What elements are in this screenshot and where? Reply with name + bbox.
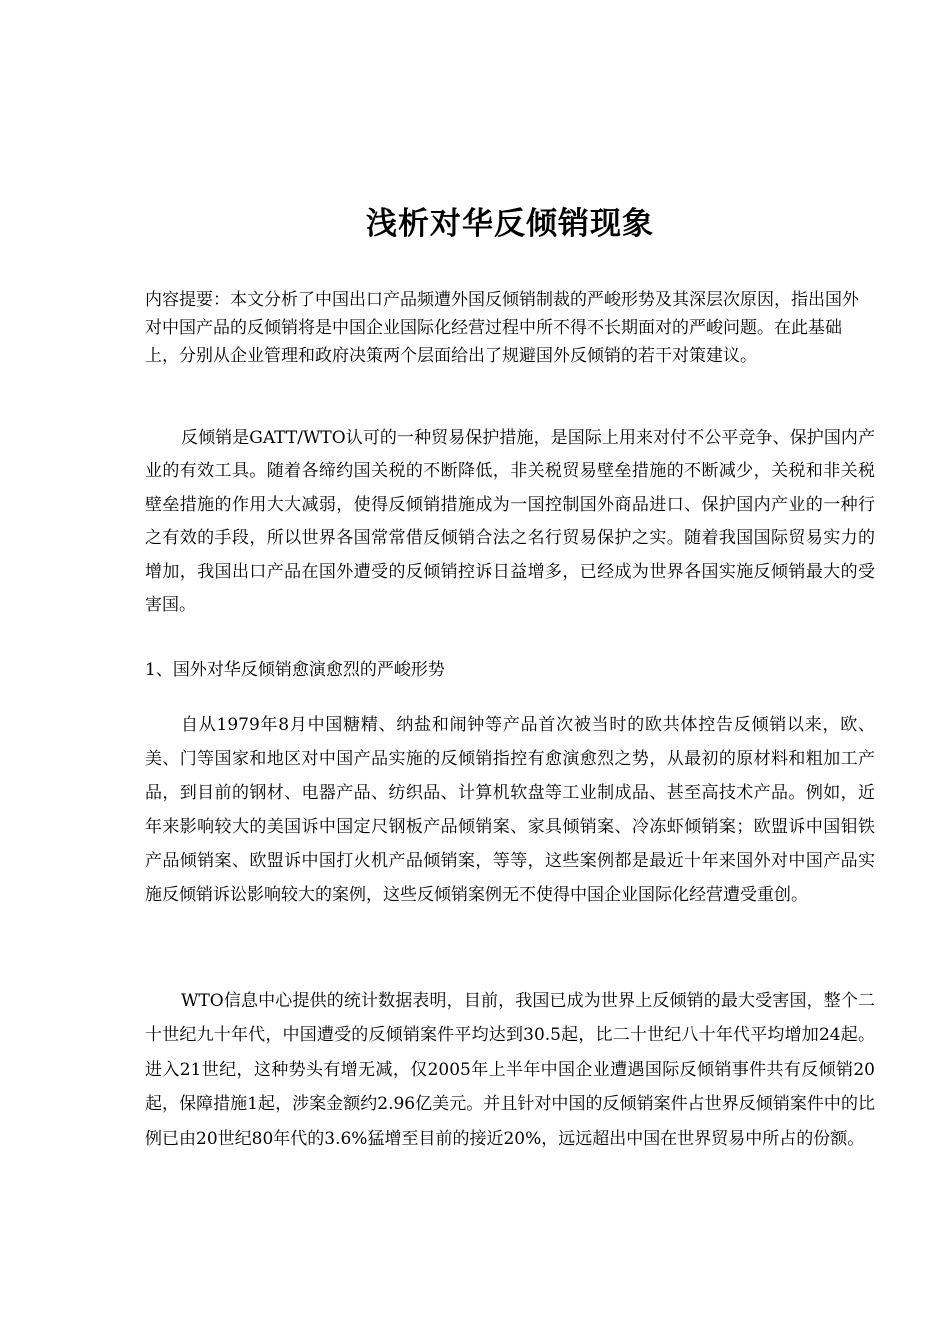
document-title: 浅析对华反倾销现象 <box>366 206 654 242</box>
body-paragraph-statistics: WTO信息中心提供的统计数据表明，目前，我国已成为世界上反倾销的最大受害国，整个二十世纪九十年代，中国遭受的反倾销案件平均达到30.5起，比二十世纪八十年代平均增加24起。进入21世纪，这种势头有增无减，仅2005年上半年中国企业遭遇国际反倾销事件共有反倾销20起，保障措施1起，涉案金额约2.96亿美元。并且针对中国的反倾销案件占世界反倾销案件中的比例已由20世纪80年代的3.6%猛增至目前的接近20%，远远超出中国在世界贸易中所占的份额。 <box>145 991 875 1149</box>
body-paragraph-history: 自从1979年8月中国糖精、纳盐和闹钟等产品首次被当时的欧共体控告反倾销以来，欧、美、门等国家和地区对中国产品实施的反倾销指控有愈演愈烈之势，从最初的原材料和粗加工产品，到目前的钢材、电器产品、纺织品、计算机软盘等工业制成品、甚至高技术产品。例如，近年来影响较大的美国诉中国定尺钢板产品倾销案、家具倾销案、冷冻虾倾销案；欧盟诉中国钼铁产品倾销案、欧盟诉中国打火机产品倾销案，等等，这些案例都是最近十年来国外对中国产品实施反倾销诉讼影响较大的案例，这些反倾销案例无不使得中国企业国际化经营遭受重创。 <box>145 715 875 905</box>
body-paragraph-intro: 反倾销是GATT/WTO认可的一种贸易保护措施，是国际上用来对付不公平竞争、保护国内产业的有效工具。随着各缔约国关税的不断降低，非关税贸易壁垒措施的不断减少，关税和非关税壁垒措施的作用大大减弱，使得反倾销措施成为一国控制国外商品进口、保护国内产业的一种行之有效的手段，所以世界各国常常借反倾销合法之名行贸易保护之实。随着我国国际贸易实力的增加，我国出口产品在国外遭受的反倾销控诉日益增多，已经成为世界各国实施反倾销最大的受害国。 <box>145 428 875 616</box>
section-heading: 1、国外对华反倾销愈演愈烈的严峻形势 <box>145 660 445 680</box>
abstract-paragraph: 内容提要：本文分析了中国出口产品频遭外国反倾销制裁的严峻形势及其深层次原因，指出国外对中国产品的反倾销将是中国企业国际化经营过程中所不得不长期面对的严峻问题。在此基础上，分别从企业管理和政府决策两个层面给出了规避国外反倾销的若干对策建议。 <box>145 290 859 366</box>
